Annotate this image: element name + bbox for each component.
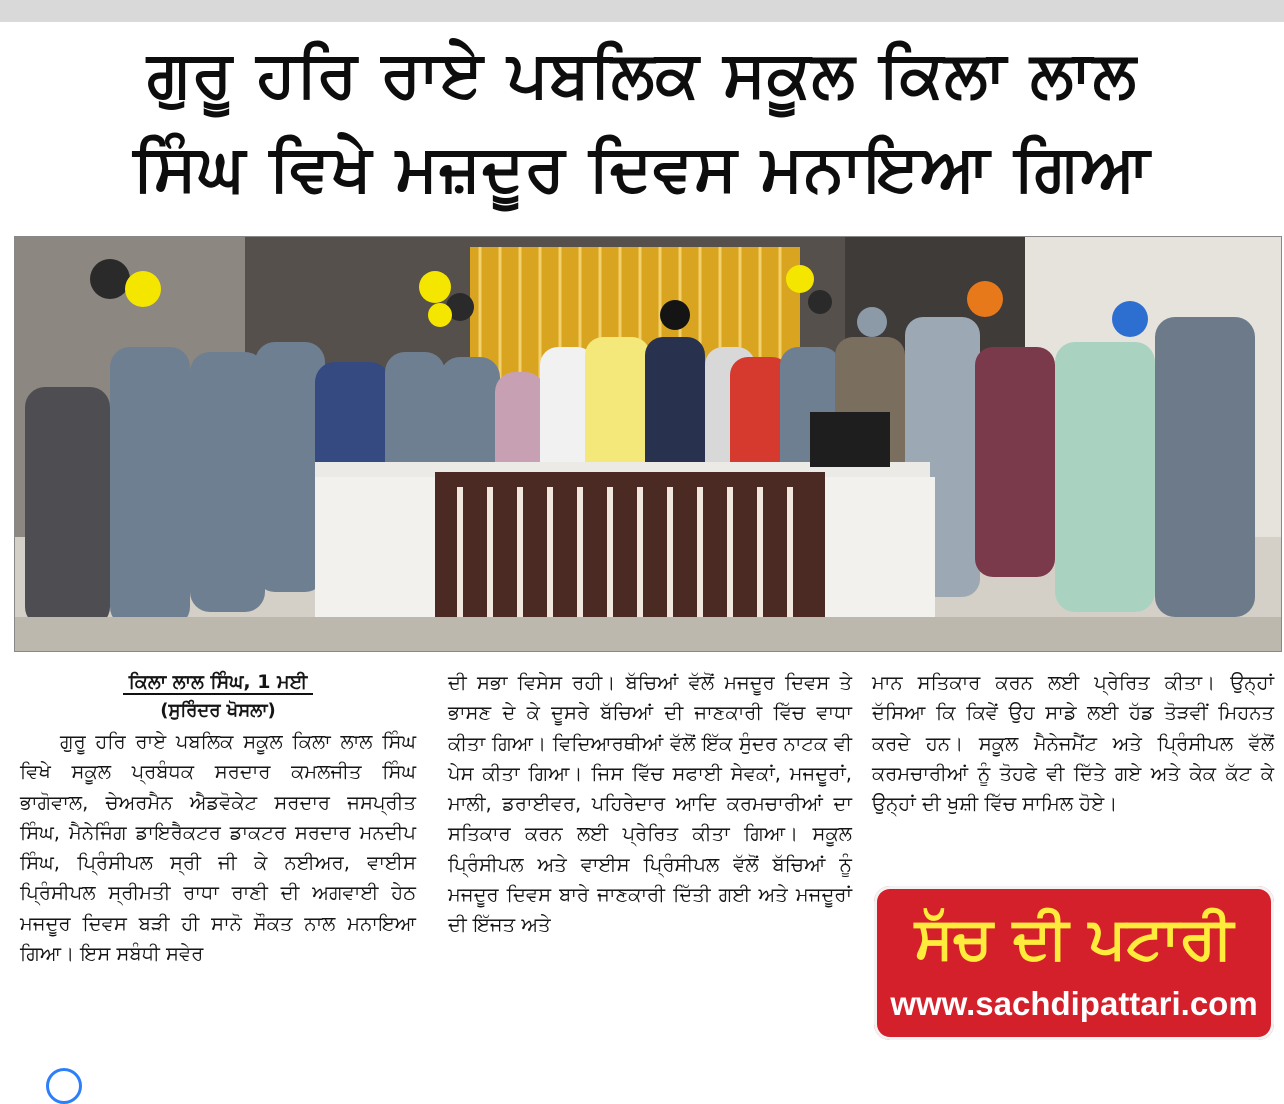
article-text-column-3: ਮਾਨ ਸਤਿਕਾਰ ਕਰਨ ਲਈ ਪ੍ਰੇਰਿਤ ਕੀਤਾ। ਉਨ੍ਹਾਂ ਦੱਸਿਆ ਕਿ ਕਿਵੇਂ ਉਹ ਸਾਡੇ ਲਈ ਹੱਡ ਤੋੜਵੀਂ ਮਿਹਨਤ ਕਰਦੇ ਹਨ। ਸਕੂਲ ਮੈਨੇਜਮੈਂਟ ਅਤੇ ਪ੍ਰਿੰਸੀਪਲ ਵੱਲੋਂ ਕਰਮਚਾਰੀਆਂ ਨੂੰ ਤੋਹਫੇ ਵੀ ਦਿੱਤੇ ਗਏ ਅਤੇ ਕੇਕ ਕੱਟ ਕੇ ਉਨ੍ਹਾਂ ਦੀ ਖੁਸ਼ੀ ਵਿੱਚ ਸਾਮਿਲ ਹੋਏ।	[872, 671, 1274, 816]
article-text-column-2: ਦੀ ਸਭਾ ਵਿਸੇਸ ਰਹੀ। ਬੱਚਿਆਂ ਵੱਲੋਂ ਮਜਦੂਰ ਦਿਵਸ ਤੇ ਭਾਸਣ ਦੇ ਕੇ ਦੂਸਰੇ ਬੱਚਿਆਂ ਦੀ ਜਾਣਕਾਰੀ ਵਿੱਚ ਵਾਧਾ ਕੀਤਾ ਗਿਆ। ਵਿਦਿਆਰਥੀਆਂ ਵੱਲੋਂ ਇੱਕ ਸੁੰਦਰ ਨਾਟਕ ਵੀ ਪੇਸ ਕੀਤਾ ਗਿਆ। ਜਿਸ ਵਿੱਚ ਸਫਾਈ ਸੇਵਕਾਂ, ਮਜਦੂਰਾਂ, ਮਾਲੀ, ਡਰਾਈਵਰ, ਪਹਿਰੇਦਾਰ ਆਦਿ ਕਰਮਚਾਰੀਆਂ ਦਾ ਸਤਿਕਾਰ ਕਰਨ ਲਈ ਪ੍ਰੇਰਿਤ ਕੀਤਾ ਗਿਆ। ਸਕੂਲ ਪ੍ਰਿੰਸੀਪਲ ਅਤੇ ਵਾਈਸ ਪ੍ਰਿੰਸੀਪਲ ਵੱਲੋਂ ਬੱਚਿਆਂ ਨੂੰ ਮਜਦੂਰ ਦਿਵਸ ਬਾਰੇ ਜਾਣਕਾਰੀ ਦਿੱਤੀ ਗਈ ਅਤੇ ਮਜਦੂਰਾਂ ਦੀ ਇੱਜਤ ਅਤੇ	[448, 671, 852, 937]
group-photo-illustration	[15, 237, 1281, 651]
logo-url: www.sachdipattari.com	[890, 985, 1258, 1022]
article-column-3	[872, 668, 1274, 819]
top-bar	[0, 0, 1284, 22]
headline	[0, 28, 1284, 216]
logo-title: ਸੱਚ ਦੀ ਪਟਾਰੀ	[914, 904, 1234, 972]
scroll-indicator-icon	[46, 1068, 82, 1104]
headline-line-1: ਗੁਰੂ ਹਰਿ ਰਾਏ ਪਬਲਿਕ ਸਕੂਲ ਕਿਲਾ ਲਾਲ	[147, 38, 1137, 112]
news-photo	[14, 236, 1282, 652]
dateline: ਕਿਲਾ ਲਾਲ ਸਿੰਘ, 1 ਮਈ	[123, 671, 313, 695]
reporter-byline: (ਸੁਰਿੰਦਰ ਖੋਸਲਾ)	[160, 700, 276, 721]
article-column-1	[20, 668, 416, 969]
article-column-2	[448, 668, 852, 941]
sach-di-pattari-logo	[874, 886, 1274, 1040]
article-text-column-1: ਗੁਰੂ ਹਰਿ ਰਾਏ ਪਬਲਿਕ ਸਕੂਲ ਕਿਲਾ ਲਾਲ ਸਿੰਘ ਵਿਖੇ ਸਕੂਲ ਪ੍ਰਬੰਧਕ ਸਰਦਾਰ ਕਮਲਜੀਤ ਸਿੰਘ ਭਾਗੋਵਾਲ, ਚੇਅਰਮੈਨ ਐਡਵੋਕੇਟ ਸਰਦਾਰ ਜਸਪ੍ਰੀਤ ਸਿੰਘ, ਮੈਨੇਜਿੰਗ ਡਾਇਰੈਕਟਰ ਡਾਕਟਰ ਸਰਦਾਰ ਮਨਦੀਪ ਸਿੰਘ, ਪ੍ਰਿੰਸੀਪਲ ਸ੍ਰੀ ਜੀ ਕੇ ਨਈਅਰ, ਵਾਈਸ ਪ੍ਰਿੰਸੀਪਲ ਸ੍ਰੀਮਤੀ ਰਾਧਾ ਰਾਣੀ ਦੀ ਅਗਵਾਈ ਹੇਠ ਮਜਦੂਰ ਦਿਵਸ ਬੜੀ ਹੀ ਸਾਨੋ ਸੌਕਤ ਨਾਲ ਮਨਾਇਆ ਗਿਆ। ਇਸ ਸਬੰਧੀ ਸਵੇਰ	[20, 730, 416, 966]
headline-line-2: ਸਿੰਘ ਵਿਖੇ ਮਜ਼ਦੂਰ ਦਿਵਸ ਮਨਾਇਆ ਗਿਆ	[133, 132, 1151, 206]
